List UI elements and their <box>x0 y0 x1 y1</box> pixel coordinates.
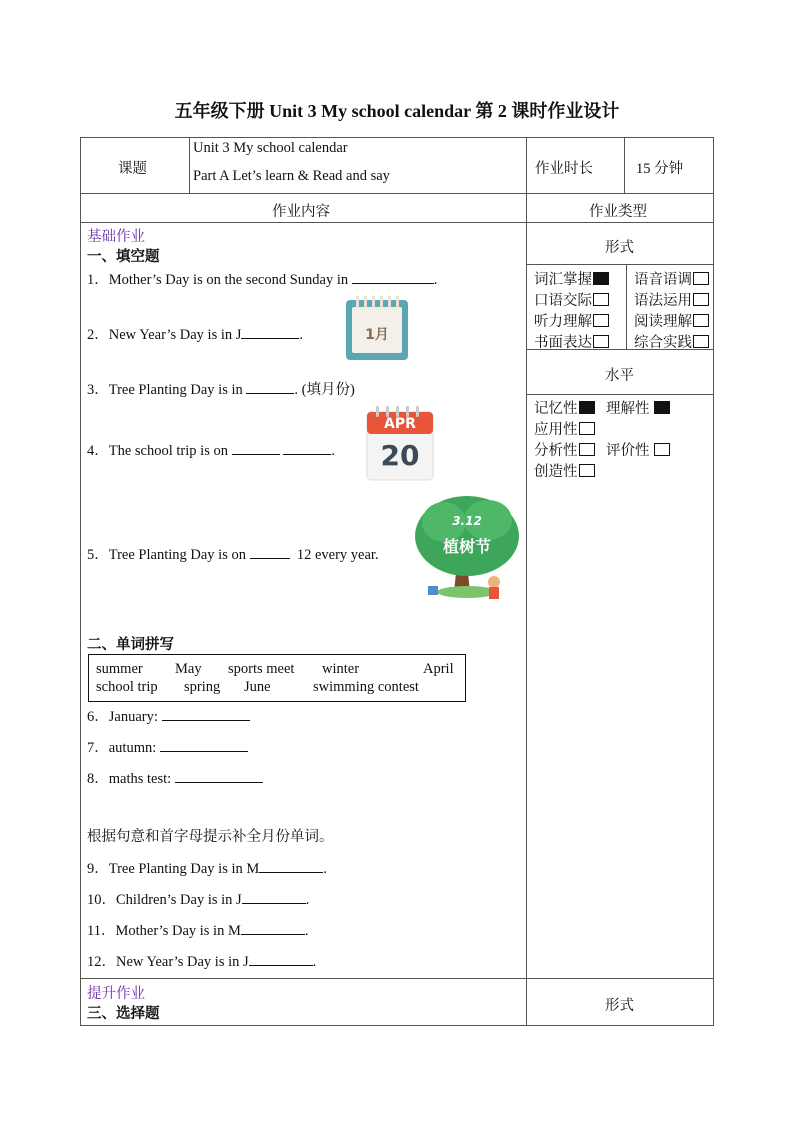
calendar-april-day: 20 <box>380 439 420 472</box>
question-6: 6．January: <box>87 705 250 726</box>
question-11: 11．Mother’s Day is in M . <box>87 919 308 940</box>
question-8: 8．maths test: <box>87 767 263 788</box>
word-bank-item: winter <box>322 661 360 677</box>
level-understanding: 理解性 <box>606 397 670 418</box>
word-bank-item: April <box>423 661 454 677</box>
topic-line-1: Unit 3 My school calendar <box>193 140 348 156</box>
advanced-heading: 提升作业 <box>87 986 145 1002</box>
instruction-text: 根据句意和首字母提示补全月份单词。 <box>87 829 334 845</box>
checkbox-checked-icon <box>579 401 595 414</box>
level-memory: 记忆性 <box>534 397 595 418</box>
type-item-reading: 阅读理解 <box>634 310 709 331</box>
type-item-writing: 书面表达 <box>534 331 609 352</box>
word-bank-item: summer <box>96 661 143 677</box>
checkbox-icon <box>579 464 595 477</box>
word-bank-item: school trip <box>96 679 158 695</box>
calendar-april-icon <box>366 406 434 482</box>
duration-value: 15 分钟 <box>636 161 684 177</box>
section-2-heading: 二、单词拼写 <box>87 637 174 653</box>
level-application: 应用性 <box>534 418 595 439</box>
type-item-vocab: 词汇掌握 <box>534 268 609 289</box>
tree-planting-day-illustration <box>414 494 520 604</box>
checkbox-icon <box>693 335 709 348</box>
topic-label: 课题 <box>118 161 147 177</box>
page-title: 五年级下册 Unit 3 My school calendar 第 2 课时作业设计 <box>174 101 620 121</box>
content-column-header: 作业内容 <box>272 204 330 220</box>
checkbox-icon <box>693 272 709 285</box>
type-item-practice: 综合实践 <box>634 331 709 352</box>
type-item-grammar: 语法运用 <box>634 289 709 310</box>
calendar-january-text: 1月 <box>365 327 389 343</box>
level-label: 水平 <box>605 368 634 384</box>
checkbox-icon <box>693 293 709 306</box>
level-evaluation: 评价性 <box>606 439 670 460</box>
question-5: 5．Tree Planting Day is on 12 every year. <box>87 543 379 564</box>
checkbox-icon <box>654 443 670 456</box>
question-10: 10．Children’s Day is in J . <box>87 888 309 909</box>
question-7: 7．autumn: <box>87 736 248 757</box>
section-1-heading: 一、填空题 <box>87 249 160 265</box>
word-bank-item: May <box>175 661 202 677</box>
checkbox-icon <box>593 314 609 327</box>
checkbox-icon <box>593 335 609 348</box>
type-item-listening: 听力理解 <box>534 310 609 331</box>
question-2: 2．New Year’s Day is in J . <box>87 323 303 344</box>
calendar-january-icon <box>345 296 409 362</box>
type-column-header: 作业类型 <box>589 204 647 220</box>
calendar-april-month: APR <box>384 416 416 432</box>
question-3: 3．Tree Planting Day is in . (填月份) <box>87 378 355 399</box>
question-12: 12．New Year’s Day is in J . <box>87 950 316 971</box>
word-bank-item: swimming contest <box>313 679 419 695</box>
tree-label-text: 植树节 <box>442 537 491 556</box>
word-bank-box <box>88 654 466 702</box>
question-9: 9．Tree Planting Day is in M . <box>87 857 327 878</box>
level-analysis: 分析性 <box>534 439 595 460</box>
tree-date-text: 3.12 <box>452 514 482 528</box>
question-4: 4．The school trip is on . <box>87 439 335 460</box>
word-bank-item: spring <box>184 679 221 695</box>
checkbox-checked-icon <box>654 401 670 414</box>
checkbox-icon <box>579 422 595 435</box>
question-1: 1．Mother’s Day is on the second Sunday in . <box>87 268 437 289</box>
topic-line-2: Part A Let’s learn & Read and say <box>193 168 390 184</box>
form-label: 形式 <box>605 240 634 256</box>
type-item-pronunciation: 语音语调 <box>634 268 709 289</box>
type-item-speaking: 口语交际 <box>534 289 609 310</box>
checkbox-icon <box>693 314 709 327</box>
checkbox-icon <box>579 443 595 456</box>
duration-label: 作业时长 <box>535 161 593 177</box>
advanced-form-label: 形式 <box>605 998 634 1014</box>
section-3-heading: 三、选择题 <box>87 1006 160 1022</box>
word-bank-item: sports meet <box>228 661 295 677</box>
level-creation: 创造性 <box>534 460 595 481</box>
checkbox-checked-icon <box>593 272 609 285</box>
basic-heading: 基础作业 <box>87 229 145 245</box>
checkbox-icon <box>593 293 609 306</box>
word-bank-item: June <box>244 679 271 695</box>
